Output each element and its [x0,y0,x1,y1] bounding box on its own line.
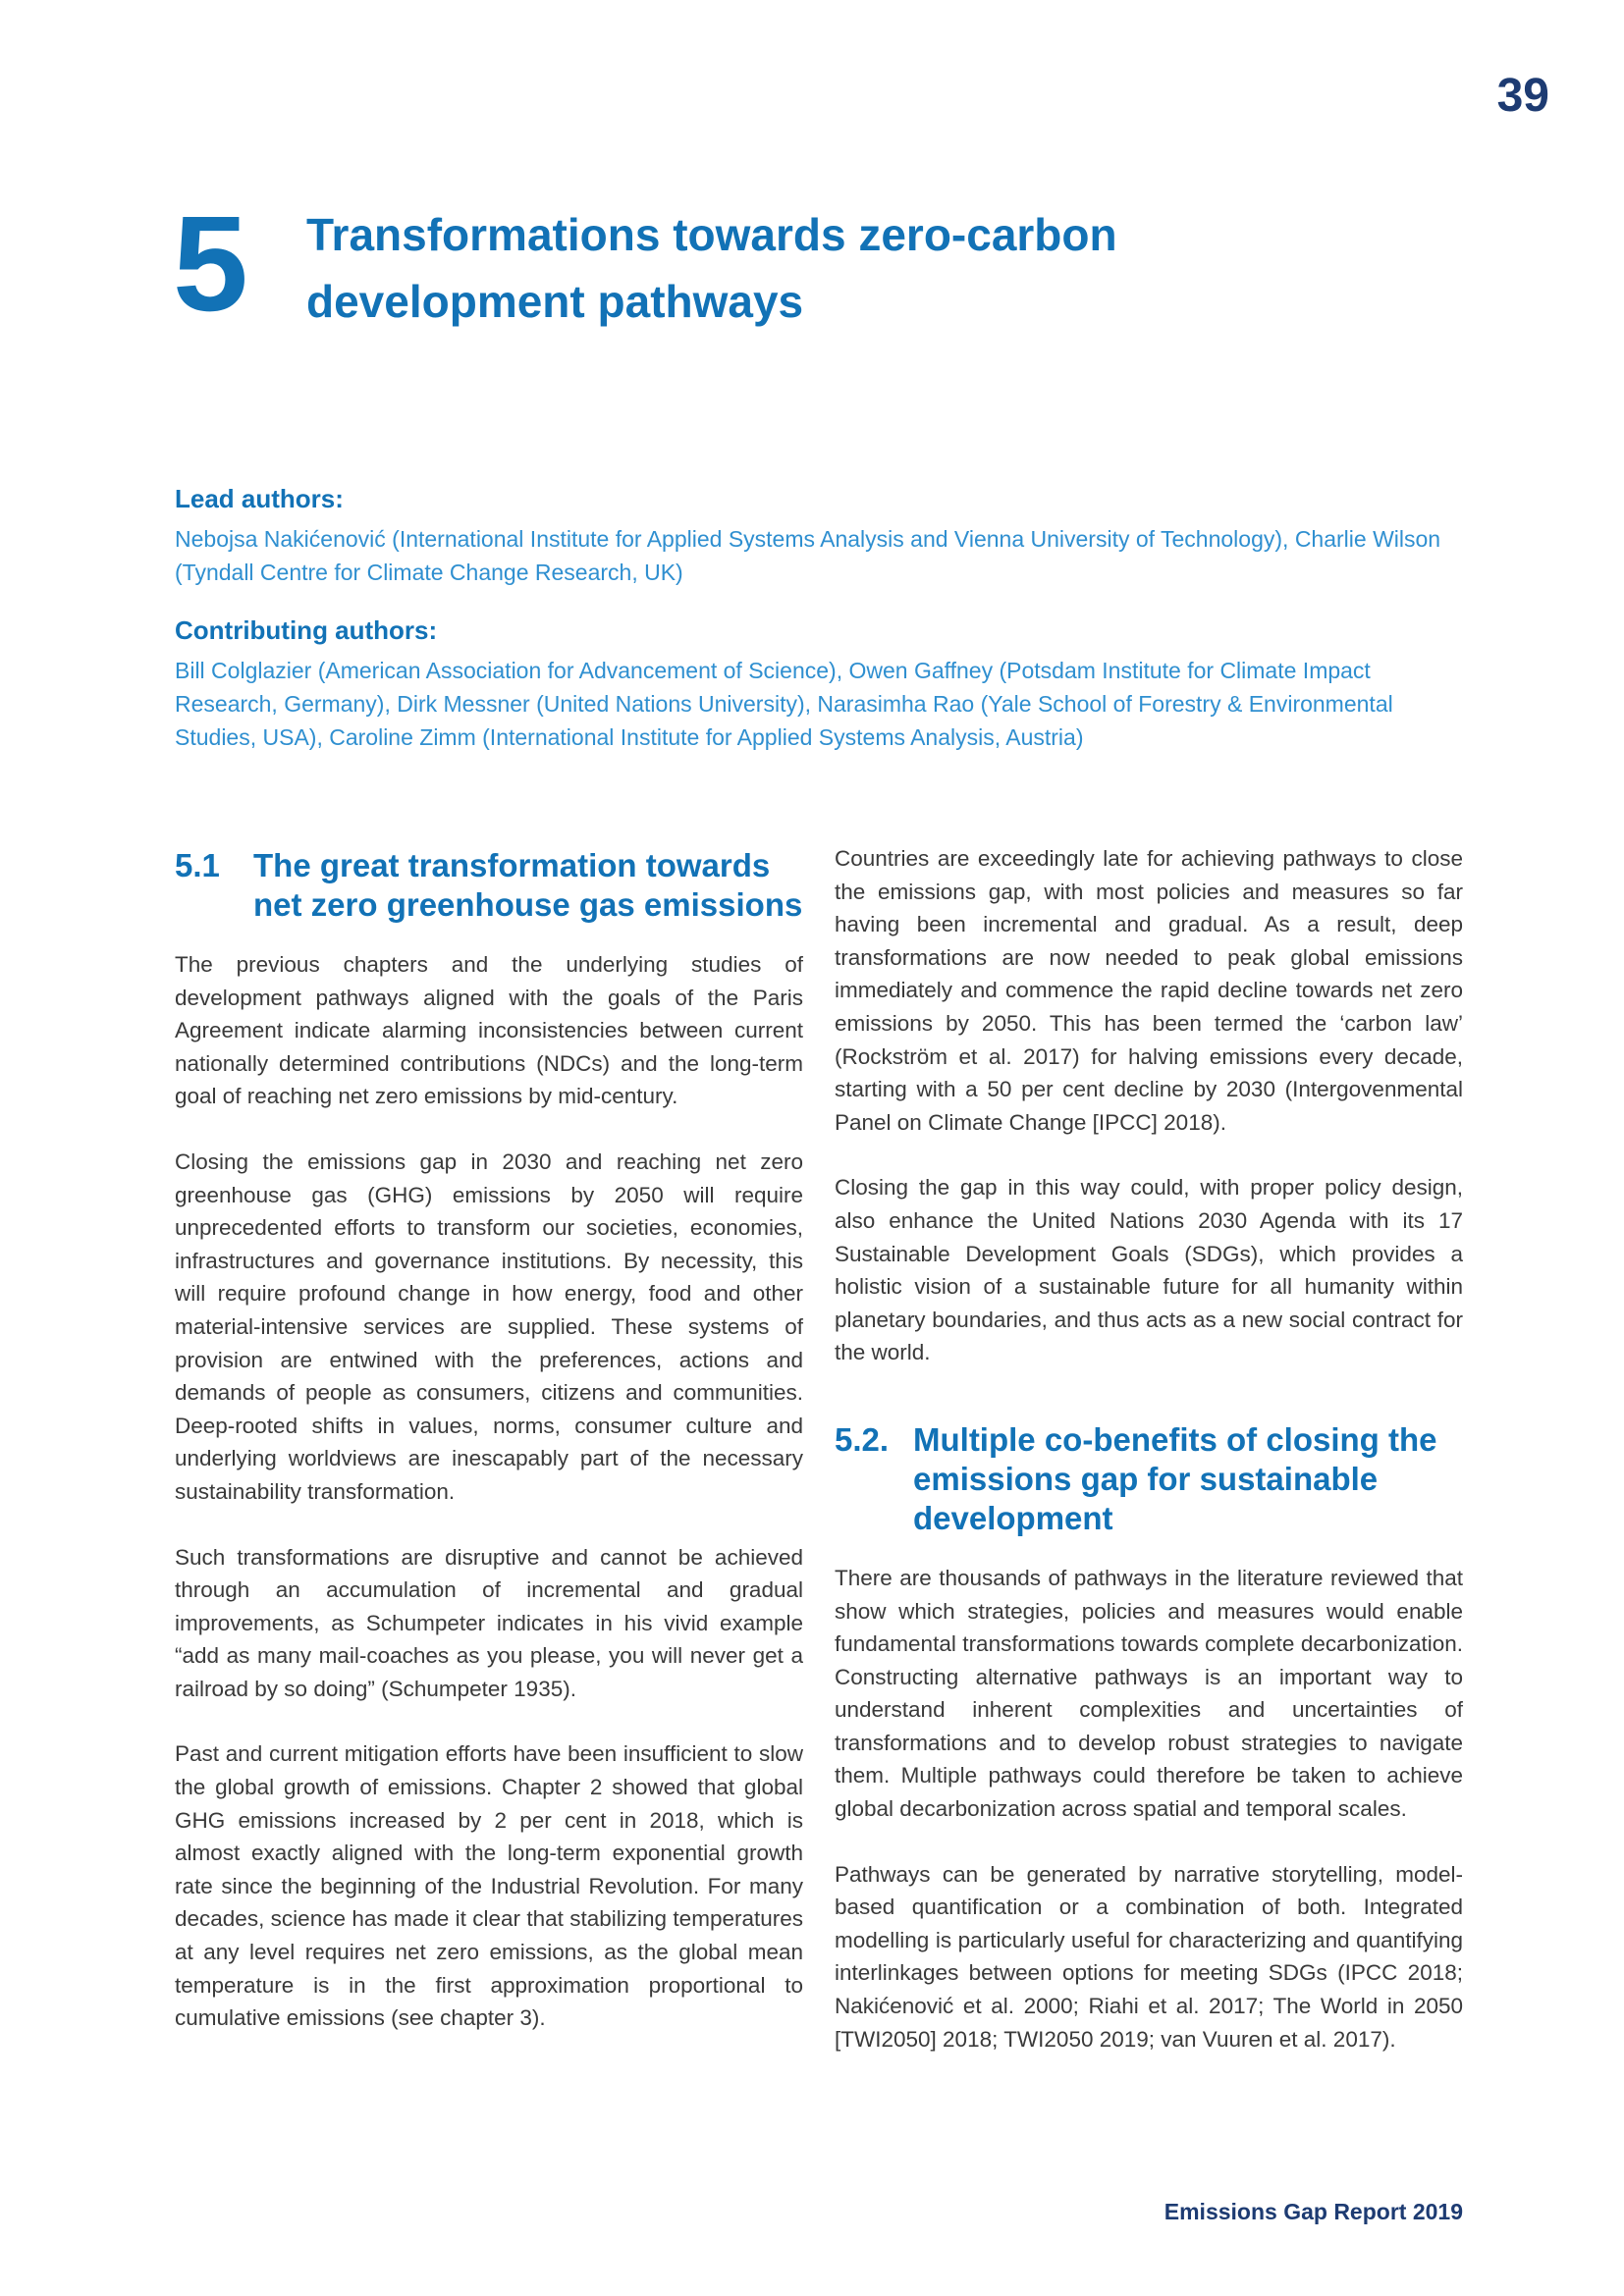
chapter-number: 5 [173,188,248,340]
paragraph: Closing the emissions gap in 2030 and reaching net zero greenhouse gas (GHG) emissions by 2050 will require unprecedented efforts to transform our societies, economies, infrastructures and governance institutions. By necessity, this will require profound change in how energy, food and other material-intensive services are supplied. These systems of provision are entwined with the preferences, actions and demands of people as consumers, citizens and communities. Deep-rooted shifts in values, norms, consumer culture and underlying worldviews are inescapably part of the necessary sustainability transformation. [175,1148,803,1504]
contributing-authors-heading: Contributing authors: [175,615,438,645]
footer-report-title: Emissions Gap Report 2019 [1164,2199,1463,2224]
contributing-authors-block [175,613,1463,754]
section-5-1-title: The great transformation towards net zero greenhouse gas emissions [253,847,803,923]
paragraph: Such transformations are disruptive and cannot be achieved through an accumulation of incremental and gradual improvements, as Schumpeter indicates in his vivid example “add as many mail-coaches as you please, you will never get a railroad by so doing” (Schumpeter 1935). [175,1544,803,1701]
paragraph: Past and current mitigation efforts have been insufficient to slow the global growth of emissions. Chapter 2 showed that global GHG emissions increased by 2 per cent in 2018, which is almost exactly aligned with the long-term exponential growth rate since the beginning of the Industrial Revolution. For many decades, science has made it clear that stabilizing temperatures at any level requires net zero emissions, as the global mean temperature is in the first approximation proportional to cumulative emissions (see chapter 3). [175,1741,803,2031]
lead-authors-block [175,481,1463,589]
section-5-2-heading [835,1420,1463,1538]
paragraph: Pathways can be generated by narrative storytelling, model-based quantification or a combination of both. Integrated modelling is particularly useful for characterizing and quantifying interlinkages between options for meeting SDGs (IPCC 2018; Nakićenović et al. 2000; Riahi et al. 2017; The World in 2050 [TWI2050] 2018; TWI2050 2019; van Vuuren et al. 2017). [835,1861,1463,2052]
left-column [175,842,803,2067]
section-5-2-number: 5.2. [835,1420,890,1458]
chapter-title: Transformations towards zero-carbon development pathways [306,209,1117,327]
page-number: 39 [1496,70,1549,122]
paragraph: The previous chapters and the underlying studies of development pathways aligned with the goals of the Paris Agreement indicate alarming inconsistencies between current nationally determined contributions (NDCs) and the long-term goal of reaching net zero emissions by mid-century. [175,952,803,1109]
paragraph: Countries are exceedingly late for achieving pathways to close the emissions gap, with most policies and measures so far having been incremental and gradual. As a result, deep transformations are now needed to peak global emissions immediately and commence the rapid decline towards net zero emissions by 2050. This has been termed the ‘carbon law’ (Rockström et al. 2017) for halving emissions every decade, starting with a 50 per cent decline by 2030 (Intergovenmental Panel on Climate Change [IPCC] 2018). [835,846,1463,1135]
paragraph: There are thousands of pathways in the literature reviewed that show which strategies, policies and measures would enable fundamental transformations towards complete decarbonization. Constructing alternative pathways is an important way to understand inherent complexities and uncertainties of transformations and to develop robust strategies to navigate them. Multiple pathways could therefore be taken to achieve global decarbonization across spatial and temporal scales. [835,1565,1463,1822]
right-column [835,842,1463,2088]
paragraph: Closing the gap in this way could, with proper policy design, also enhance the United Nations 2030 Agenda with its 17 Sustainable Development Goals (SDGs), which provides a holistic vision of a sustainable future for all humanity within planetary boundaries, and thus acts as a new social contract for the world. [835,1175,1463,1365]
lead-authors-heading: Lead authors: [175,484,344,513]
section-5-1-number: 5.1 [175,847,220,883]
section-5-2-title: Multiple co-benefits of closing the emissions gap for sustainable development [913,1420,1437,1536]
section-5-1-heading [175,846,803,925]
lead-authors-text: Nebojsa Nakićenović (International Institute for Applied Systems Analysis and Vienna University of Technology), Charlie Wilson (Tyndall Centre for Climate Change Research, UK) [175,526,1441,585]
contributing-authors-text: Bill Colglazier (American Association for Advancement of Science), Owen Gaffney (Potsdam Institute for Climate Impact Research, Germany), Dirk Messner (United Nations University), Narasimha Rao (Yale School of Forestry & Environmental Studies, USA), Caroline Zimm (International Institute for Applied Systems Analysis, Austria) [175,658,1393,750]
